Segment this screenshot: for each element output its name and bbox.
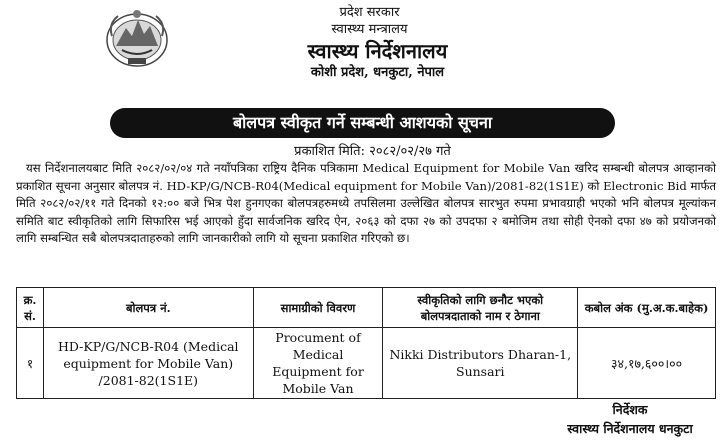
table-header-row bbox=[17, 288, 716, 328]
header-amount: कबोल अंक (मु.अ.क.बाहेक) bbox=[578, 288, 716, 328]
office-address: कोशी प्रदेश, धनकुटा, नेपाल bbox=[310, 65, 445, 80]
province-government: प्रदेश सरकार bbox=[339, 5, 400, 20]
header-description: सामाग्रीको विवरण bbox=[253, 288, 383, 328]
signature-block bbox=[540, 400, 720, 438]
published-date: प्रकाशित मिति: २०८२/०२/२७ गते bbox=[294, 144, 451, 159]
signatory-office: स्वास्थ्य निर्देशनालय धनकुटा bbox=[567, 421, 693, 436]
notice-body: यस निर्देशनालयबाट मिति २०८२/०२/०४ गते नयाँपत्रिका राष्ट्रिय दैनिक पत्रिकामा Medical Equipment for Mobile Van खरिद सम्बन्धी बोलपत्र आव्हानको प्रकाशित सूचना अनुसार बोलपत्र नं. HD-KP/G/NCB-R04(Medical equipment for Mobile Van)/2081-82(1S1E) को Electronic Bid मार्फत मिति २०८२/०२/११ गते दिनको १२:०० बजे भित्र पेश हुनगएका बोलपत्रहरुमध्ये तपसिलमा उल्लेखित बोलपत्र सारभुत रुपमा प्रभावग्राही भएको भनि बोलपत्र मूल्यांकन समिति बाट स्वीकृतिको लागि सिफारिस भई आएको हुँदा सार्वजनिक खरिद ऐन, २०६३ को दफा २७ को उपदफा २ बमोजिम तथा सोही ऐनको दफा ४७ को प्रयोजनको लागि सम्बन्धित सबै बोलपत्रदाताहरुको लागि जानकारीको लागि यो सूचना प्रकाशित गरिएको छ। bbox=[16, 161, 717, 246]
table-row bbox=[17, 328, 716, 399]
office-name: स्वास्थ्य निर्देशनालय bbox=[307, 39, 448, 63]
cell-serial: १ bbox=[17, 328, 44, 399]
cell-description: Procument of Medical Equipment for Mobile Van bbox=[253, 328, 383, 399]
cell-bidder: Nikki Distributors Dharan-1, Sunsari bbox=[383, 328, 578, 399]
cell-amount: ३४,१७,६००।०० bbox=[578, 328, 716, 399]
notice-title: बोलपत्र स्वीकृत गर्ने सम्बन्धी आशयको सूचना bbox=[110, 108, 615, 138]
cell-bid-number: HD-KP/G/NCB-R04 (Medical equipment for Mobile Van) /2081-82(1S1E) bbox=[43, 328, 253, 399]
header-bidder: स्वीकृतिको लागि छनौट भएको बोलपत्रदाताको नाम र ठेगाना bbox=[383, 288, 578, 328]
header-serial: क्र. सं. bbox=[17, 288, 44, 328]
ministry-name: स्वास्थ्य मन्त्रालय bbox=[331, 22, 408, 37]
award-table bbox=[16, 287, 716, 399]
signatory-title: निर्देशक bbox=[612, 402, 648, 417]
letterhead bbox=[0, 4, 725, 81]
header-bid-number: बोलपत्र नं. bbox=[43, 288, 253, 328]
